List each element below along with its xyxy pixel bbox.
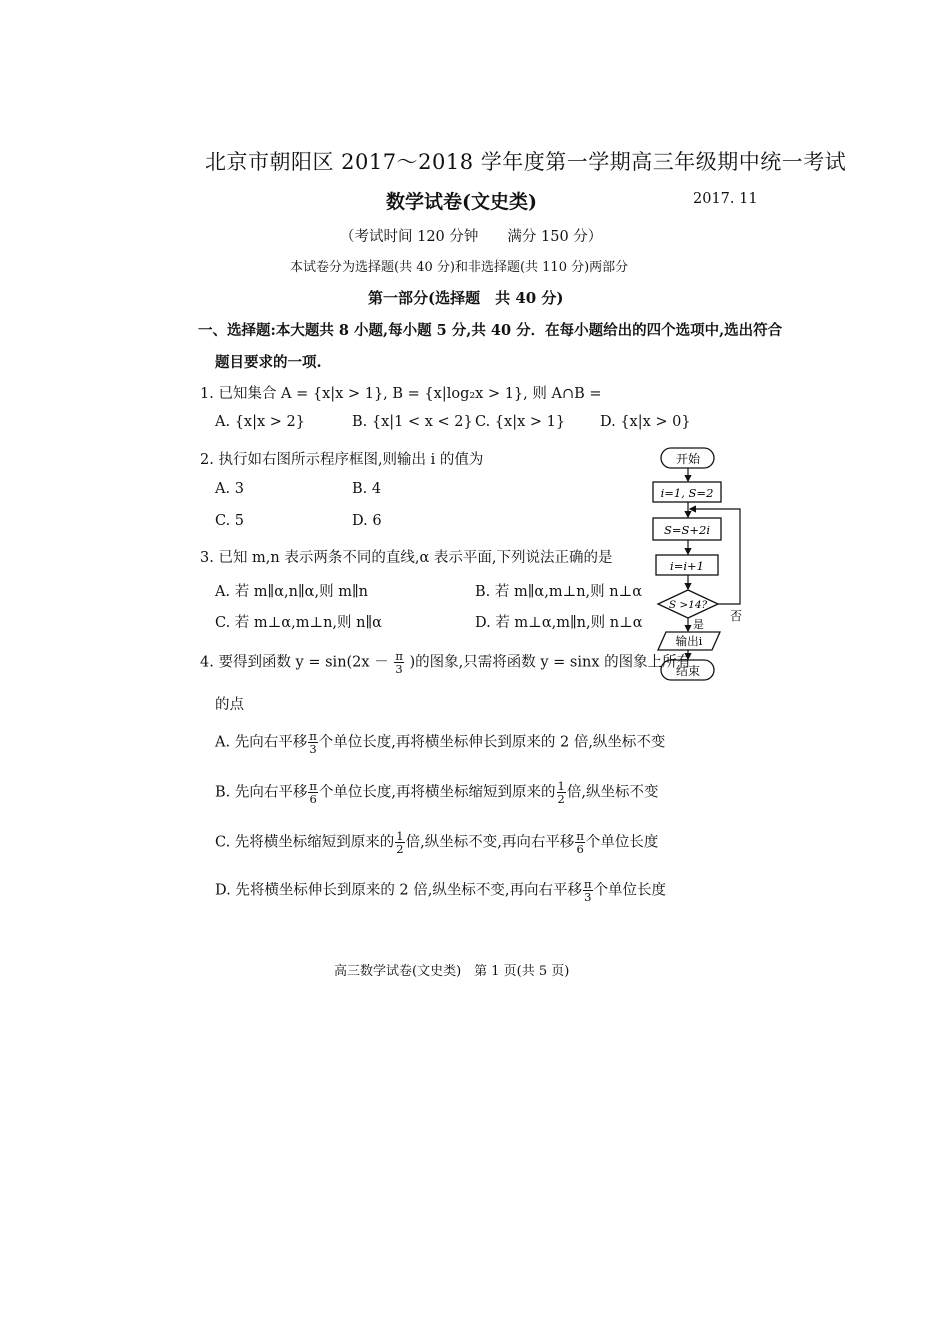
fraction-pi-over-6: $\frac{\pi}{6}$ [576,829,584,857]
exam-date: 2017. 11 [693,191,758,207]
q2-option-b: B. 4 [352,481,382,497]
q2-option-d: D. 6 [352,513,382,529]
flowchart-update-i-label: i=i+1 [670,559,704,573]
exam-note: 本试卷分为选择题(共 40 分)和非选择题(共 110 分)两部分 [290,260,629,275]
q3-option-b: B. 若 m∥α,m⊥n,则 n⊥α [475,584,643,600]
q3-option-c: C. 若 m⊥α,m⊥n,则 n∥α [215,615,382,631]
fraction-one-half: $\frac{1}{2}$ [396,829,404,857]
q2-option-c: C. 5 [215,513,245,529]
q4-stem-part1: 4. 要得到函数 y = sin(2x － [200,654,389,671]
section-instruction-line1: 一、选择题:本大题共 8 小题,每小题 5 分,共 40 分．在每小题给出的四个选项中,选出符合 [198,322,783,339]
flowchart-yes-label: 是 [693,618,704,631]
q1-option-a: A. {x|x > 2} [215,414,305,430]
fraction-pi-over-3: $\frac{\pi}{3}$ [395,649,403,677]
q4-option-b: B. 先向右平移 $\frac{\pi}{6}$ 个单位长度,再将横坐标缩短到原来的 $\frac{1}{2}$ 倍,纵坐标不变 [215,779,659,807]
q4-option-c: C. 先将横坐标缩短到原来的 $\frac{1}{2}$ 倍,纵坐标不变,再向右平移 $\frac{\pi}{6}$ 个单位长度 [215,829,659,857]
q3-option-a: A. 若 m∥α,n∥α,则 m∥n [215,584,368,600]
q3-stem: 3. 已知 m,n 表示两条不同的直线,α 表示平面,下列说法正确的是 [200,550,613,566]
q4-stem [200,650,691,675]
flowchart-update-s-label: S=S+2i [663,523,711,537]
flowchart-start-label: 开始 [675,452,701,466]
flowchart-end-label: 结束 [675,664,701,678]
fraction-pi-over-3: $\frac{\pi}{3}$ [309,729,317,757]
section-instruction-line2: 题目要求的一项. [215,354,322,371]
exam-subtitle: 数学试卷(文史类) [386,191,537,213]
q1-stem: 1. 已知集合 A = {x|x > 1}, B = {x|log₂x > 1}, 则 A∩B = [200,386,602,402]
exam-title: 北京市朝阳区 2017～2018 学年度第一学期高三年级期中统一考试 [205,150,847,174]
q1-option-d: D. {x|x > 0} [600,414,691,430]
q4-option-a: A. 先向右平移 $\frac{\pi}{3}$ 个单位长度,再将横坐标伸长到原来的 2 倍,纵坐标不变 [215,729,666,757]
q4-stem-part2: )的图象,只需将函数 y = sinx 的图象上所有 [409,654,692,671]
q3-option-d: D. 若 m⊥α,m∥n,则 n⊥α [475,615,643,631]
fraction-one-half: $\frac{1}{2}$ [557,779,565,807]
q2-option-a: A. 3 [215,481,244,497]
exam-info: （考试时间 120 分钟 满分 150 分） [340,229,603,245]
flowchart-output-label: 输出i [675,634,703,648]
part1-heading: 第一部分(选择题 共 40 分) [368,289,564,307]
q1-option-c: C. {x|x > 1} [475,414,566,430]
flowchart-condition-label: S >14? [668,599,708,611]
flowchart-init-label: i=1, S=2 [660,486,714,500]
q4-option-d: D. 先将横坐标伸长到原来的 2 倍,纵坐标不变,再向右平移 $\frac{\pi}{3}$ 个单位长度 [215,877,667,905]
q2-stem: 2. 执行如右图所示程序框图,则输出 i 的值为 [200,452,484,468]
fraction-pi-over-3: $\frac{\pi}{3}$ [584,877,592,905]
page-footer: 高三数学试卷(文史类) 第 1 页(共 5 页) [334,964,570,979]
fraction-pi-over-6: $\frac{\pi}{6}$ [309,779,317,807]
q1-option-b: B. {x|1 < x < 2} [352,414,473,430]
flowchart-no-label: 否 [730,609,743,623]
q4-stem-continuation: 的点 [215,697,244,713]
